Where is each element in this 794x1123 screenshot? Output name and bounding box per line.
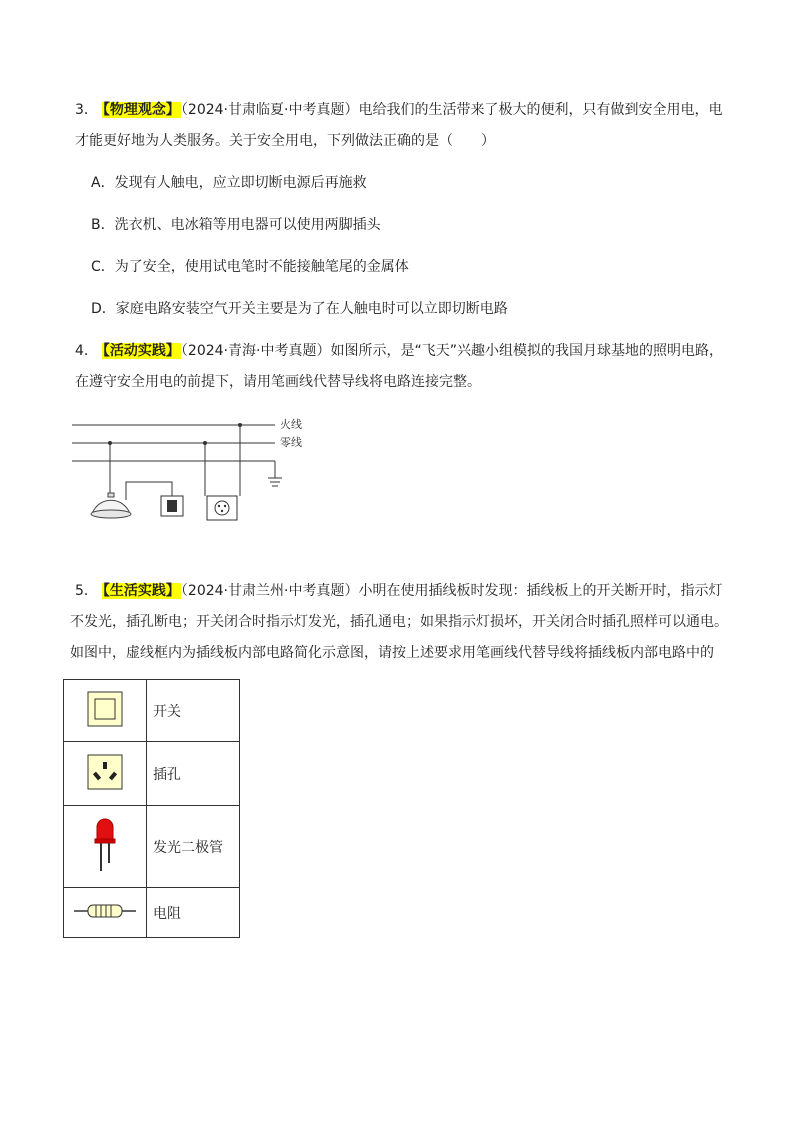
legend-row <box>64 742 240 806</box>
q4-tag: 【活动实践】 <box>102 343 180 359</box>
lamp-icon <box>91 493 131 518</box>
switch-icon <box>161 496 183 516</box>
neutral-wire-label: 零线 <box>280 436 302 449</box>
q4-text-1: （2024·青海·中考真题）如图所示，是“飞天”兴趣小组模拟的我国月球基地的照明电路， <box>180 343 723 359</box>
q5-line-3: 如图中，虚线框内为插线板内部电路简化示意图，请按上述要求用笔画线代替导线将插线板内部电路中的 <box>70 645 714 661</box>
q3-number: 3． <box>75 102 98 118</box>
legend-label-socket: 插孔 <box>147 742 240 806</box>
q5-line-1 <box>75 581 722 601</box>
q3-tag: 【物理观念】 <box>102 102 180 118</box>
q5-number: 5． <box>75 583 98 599</box>
q4-line-1 <box>75 341 723 361</box>
q4-number: 4． <box>75 343 98 359</box>
q4-line-2: 在遵守安全用电的前提下，请用笔画线代替导线将电路连接完整。 <box>75 374 481 390</box>
legend-row <box>64 680 240 742</box>
q5-legend-table <box>63 679 240 938</box>
resistor-icon <box>74 903 136 919</box>
q3-line-1 <box>75 100 722 120</box>
q3-option-a: A．发现有人触电，应立即切断电源后再施救 <box>91 175 367 191</box>
q5-line-2: 不发光，插孔断电；开关闭合时指示灯发光，插孔通电；如果指示灯损坏，开关闭合时插孔照样可以通电。 <box>70 614 728 630</box>
q5-tag: 【生活实践】 <box>102 583 180 599</box>
socket-icon <box>86 753 124 791</box>
socket-icon <box>207 496 237 520</box>
live-wire-label: 火线 <box>280 418 302 431</box>
q3-text-1: （2024·甘肃临夏·中考真题）电给我们的生活带来了极大的便利，只有做到安全用电，电 <box>180 102 723 118</box>
led-icon <box>90 815 120 875</box>
legend-row <box>64 806 240 888</box>
legend-label-switch: 开关 <box>147 680 240 742</box>
legend-label-led: 发光二极管 <box>147 806 240 888</box>
legend-label-resistor: 电阻 <box>147 888 240 938</box>
legend-row <box>64 888 240 938</box>
switch-icon <box>86 690 124 728</box>
q3-option-b: B．洗衣机、电冰箱等用电器可以使用两脚插头 <box>91 217 381 233</box>
q3-line-2: 才能更好地为人类服务。关于安全用电，下列做法正确的是（ ） <box>75 133 495 149</box>
q3-option-c: C．为了安全，使用试电笔时不能接触笔尾的金属体 <box>91 259 409 275</box>
q3-option-d: D．家庭电路安装空气开关主要是为了在人触电时可以立即切断电路 <box>91 301 508 317</box>
q5-text-1: （2024·甘肃兰州·中考真题）小明在使用插线板时发现：插线板上的开关断开时，指示灯 <box>180 583 723 599</box>
q4-circuit-diagram <box>70 410 320 526</box>
